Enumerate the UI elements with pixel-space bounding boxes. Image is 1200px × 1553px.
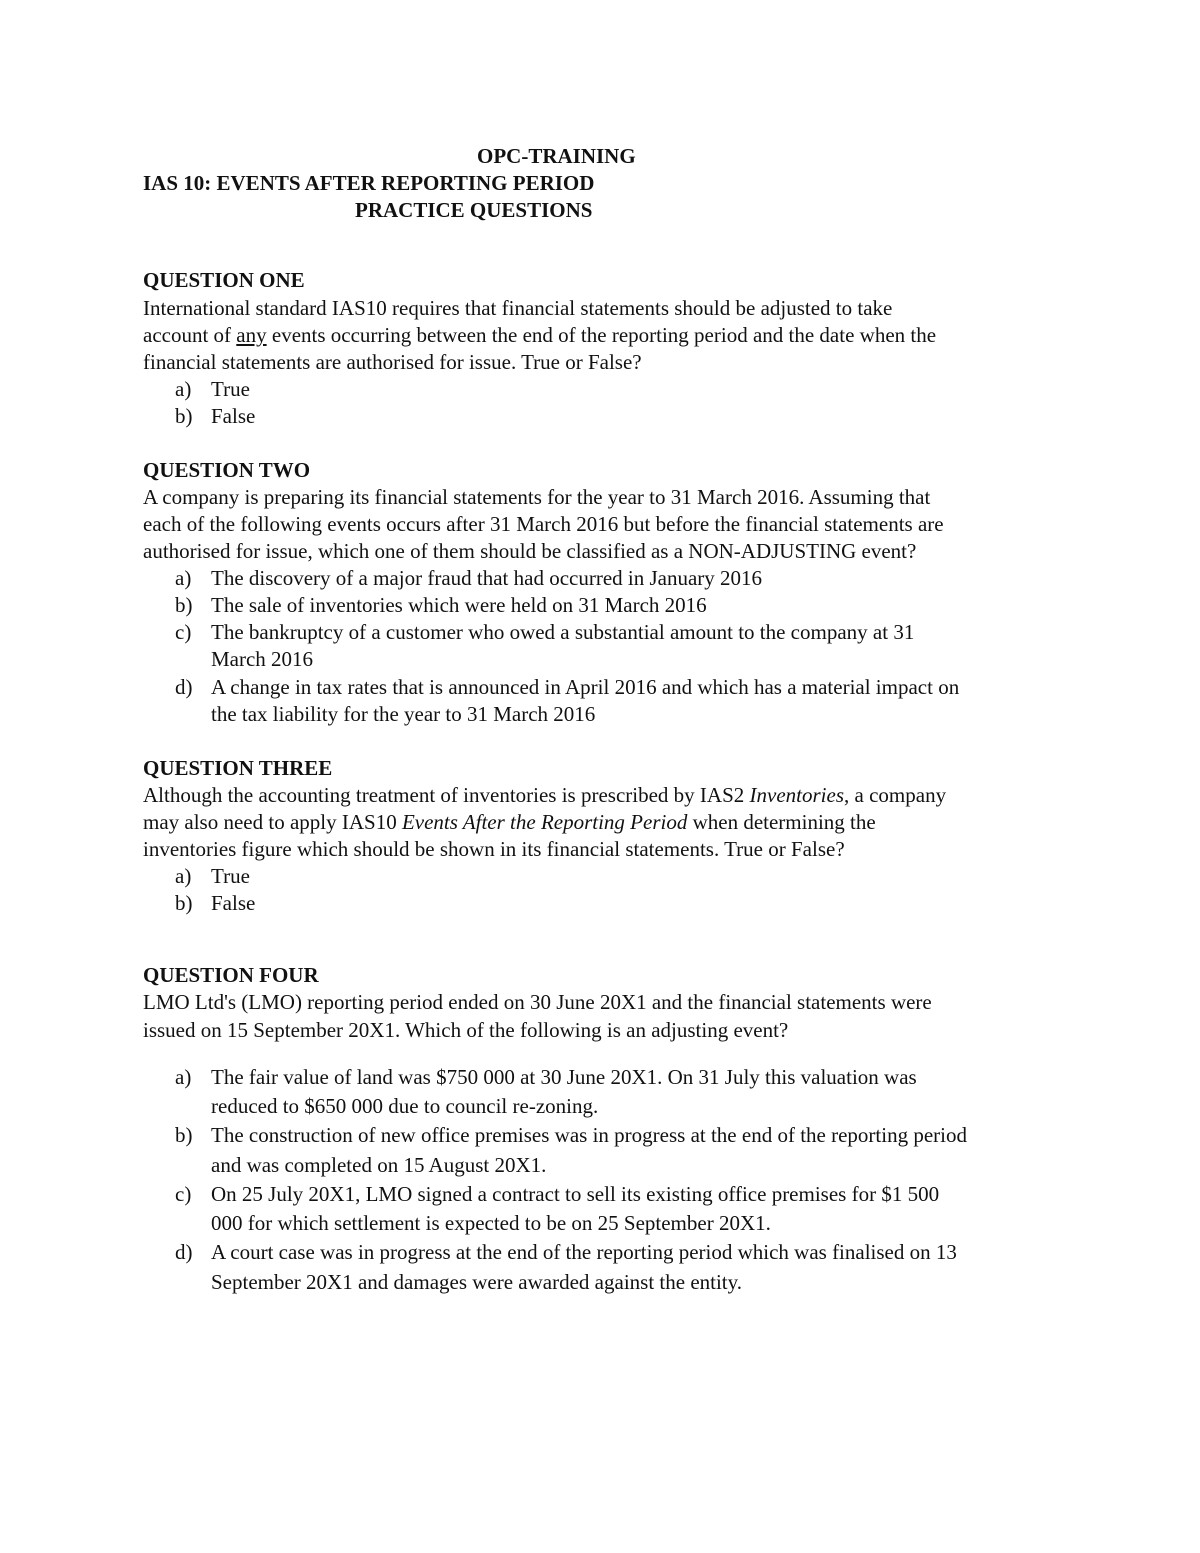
option-label: b) [175, 1123, 193, 1147]
option-label: a) [175, 1065, 192, 1089]
option-text: The construction of new office premises was in progress at the end of the reporting period [211, 1123, 967, 1147]
option-label: b) [175, 404, 193, 428]
option-label: a) [175, 566, 192, 590]
document-title: IAS 10: EVENTS AFTER REPORTING PERIOD [143, 171, 595, 195]
option-text: True [211, 864, 250, 888]
question-two-text-line: authorised for issue, which one of them should be classified as a NON-ADJUSTING event? [143, 539, 917, 563]
question-four-heading: QUESTION FOUR [143, 963, 319, 987]
question-three-text-line: may also need to apply IAS10 Events After the Reporting Period when determining the [143, 810, 876, 834]
question-four-text-line: issued on 15 September 20X1. Which of the following is an adjusting event? [143, 1018, 789, 1042]
option-text: The fair value of land was $750 000 at 30 June 20X1. On 31 July this valuation was [211, 1065, 917, 1089]
question-four-text-line: LMO Ltd's (LMO) reporting period ended on 30 June 20X1 and the financial statements were [143, 990, 932, 1014]
option-text: On 25 July 20X1, LMO signed a contract to sell its existing office premises for $1 500 [211, 1182, 940, 1206]
option-label: b) [175, 593, 193, 617]
emphasis-italic: Inventories [749, 783, 845, 807]
org-name: OPC-TRAINING [477, 144, 636, 168]
option-text: The discovery of a major fraud that had occurred in January 2016 [211, 566, 763, 590]
option-label: c) [175, 1182, 192, 1206]
option-text: False [211, 891, 256, 915]
option-text: False [211, 404, 256, 428]
option-text: The bankruptcy of a customer who owed a substantial amount to the company at 31 [211, 620, 915, 644]
question-one-heading: QUESTION ONE [143, 268, 305, 292]
question-three-text-line: inventories figure which should be shown in its financial statements. True or False? [143, 837, 845, 861]
option-label: d) [175, 675, 193, 699]
option-text: A change in tax rates that is announced in April 2016 and which has a material impact on [211, 675, 960, 699]
option-label: a) [175, 864, 192, 888]
question-three-text-line: Although the accounting treatment of inventories is prescribed by IAS2 Inventories, a company [143, 783, 947, 807]
option-text: True [211, 377, 250, 401]
document-subtitle: PRACTICE QUESTIONS [355, 198, 593, 222]
question-one-text-line: International standard IAS10 requires that financial statements should be adjusted to take [143, 296, 893, 320]
option-text: September 20X1 and damages were awarded against the entity. [211, 1270, 743, 1294]
option-text: The sale of inventories which were held on 31 March 2016 [211, 593, 707, 617]
emphasis-italic: Events After the Reporting Period [401, 810, 688, 834]
question-two-text-line: each of the following events occurs after 31 March 2016 but before the financial statements are [143, 512, 944, 536]
option-label: b) [175, 891, 193, 915]
question-one-text-line: account of any events occurring between the end of the reporting period and the date when the [143, 323, 937, 347]
option-text: March 2016 [211, 647, 314, 671]
option-label: a) [175, 377, 192, 401]
question-three-heading: QUESTION THREE [143, 756, 333, 780]
question-two-heading: QUESTION TWO [143, 458, 311, 482]
option-text: 000 for which settlement is expected to be on 25 September 20X1. [211, 1211, 771, 1235]
option-label: d) [175, 1240, 193, 1264]
option-text: and was completed on 15 August 20X1. [211, 1153, 547, 1177]
option-text: reduced to $650 000 due to council re-zoning. [211, 1094, 599, 1118]
option-text: the tax liability for the year to 31 March 2016 [211, 702, 596, 726]
question-two-text-line: A company is preparing its financial statements for the year to 31 March 2016. Assuming that [143, 485, 931, 509]
option-text: A court case was in progress at the end of the reporting period which was finalised on 13 [211, 1240, 957, 1264]
question-one-text-line: financial statements are authorised for issue. True or False? [143, 350, 642, 374]
option-label: c) [175, 620, 192, 644]
emphasis-underline: any [236, 323, 267, 347]
